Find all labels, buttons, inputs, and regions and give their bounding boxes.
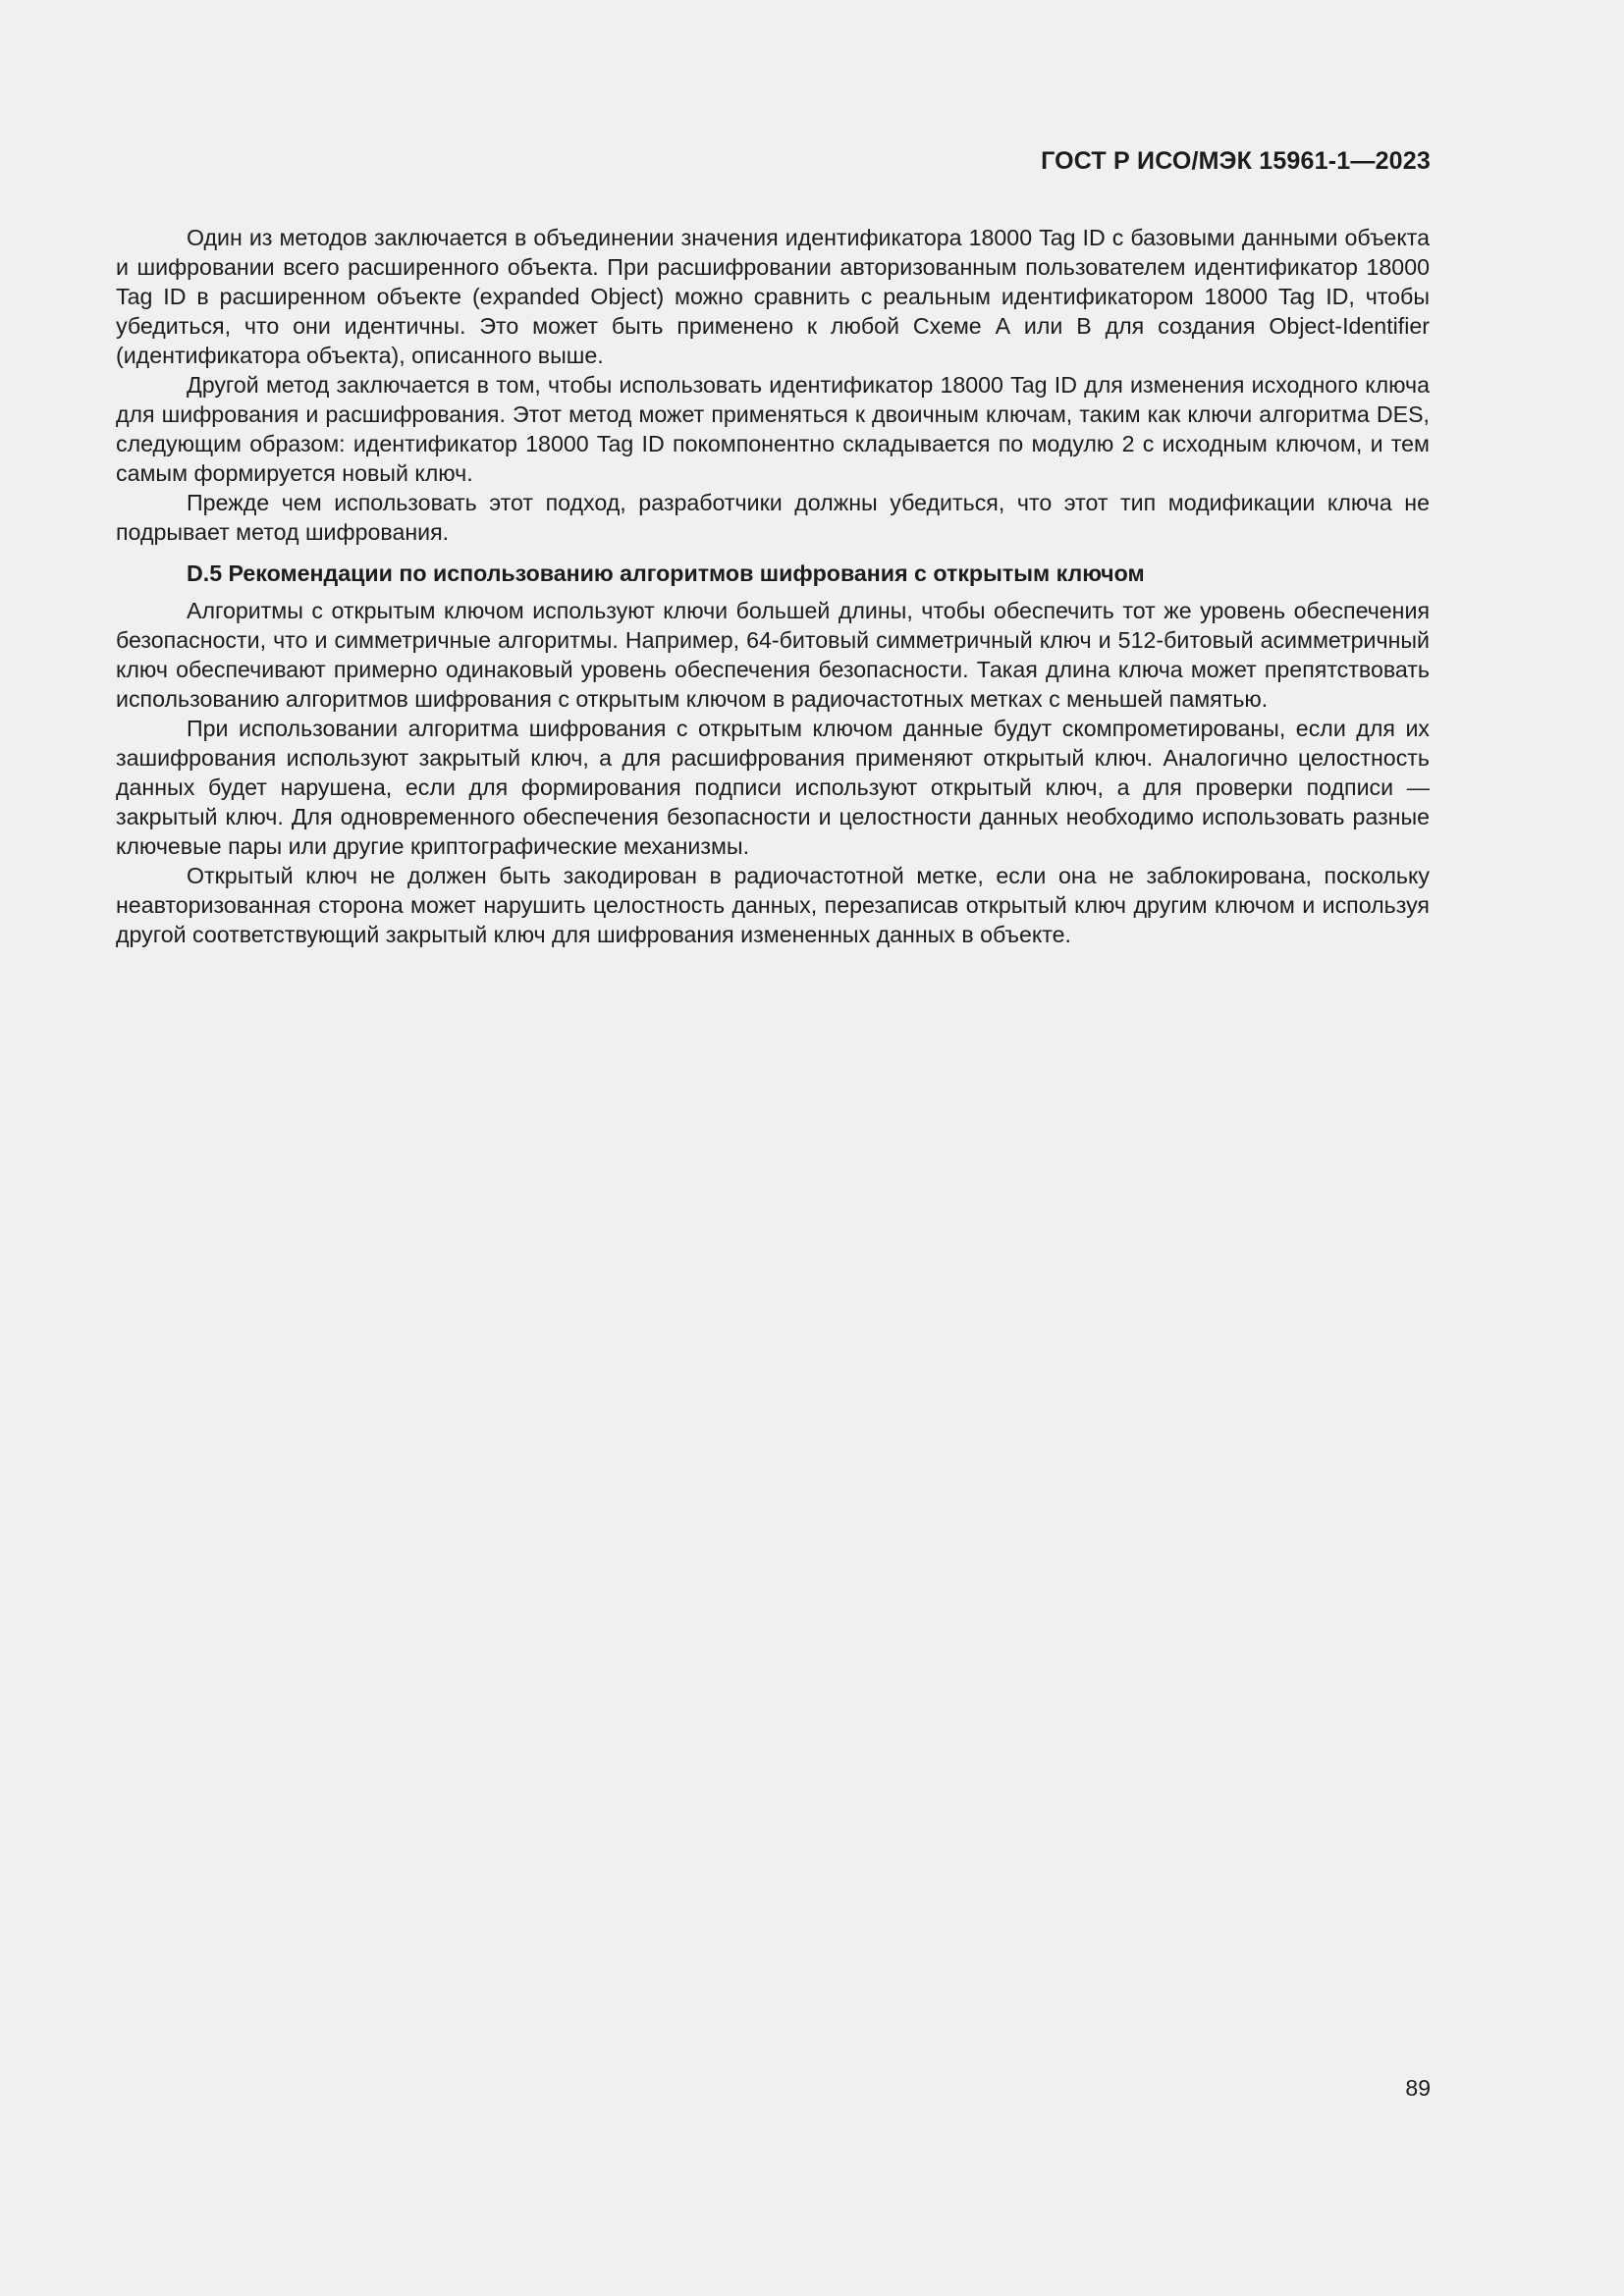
paragraph: При использовании алгоритма шифрования с открытым ключом данные будут скомпрометированы, если для их зашифрования используют закрытый ключ, а для расшифрования применяют открытый ключ. Аналогично целостность данных будет нарушена, если для формирования подписи используют открытый ключ, а для проверки подписи — закрытый ключ. Для одновременного обеспечения безопасности и целостности данных необходимо использовать разные ключевые пары или другие криптографические механизмы. — [116, 716, 1430, 859]
paragraph: Открытый ключ не должен быть закодирован в радиочастотной метке, если она не заблокирована, поскольку неавторизованная сторона может нарушить целостность данных, перезаписав открытый ключ другим ключом и используя другой соответствующий закрытый ключ для шифрования измененных данных в объекте. — [116, 863, 1430, 947]
page-number: 89 — [1405, 2075, 1431, 2101]
section-heading: D.5 Рекомендации по использованию алгоритмов шифрования с открытым ключом — [187, 561, 1145, 586]
paragraph: Один из методов заключается в объединении значения идентификатора 18000 Tag ID с базовыми данными объекта и шифровании всего расширенного объекта. При расшифровании авторизованным пользователем идентификатор 18000 Tag ID в расширенном объекте (expanded Object) можно сравнить с реальным идентификатором 18000 Tag ID, чтобы убедиться, что они идентичны. Это может быть применено к любой Схеме А или В для создания Object-Identifier (идентификатора объекта), описанного выше. — [116, 225, 1430, 368]
paragraph: Алгоритмы с открытым ключом используют ключи большей длины, чтобы обеспечить тот же уровень обеспечения безопасности, что и симметричные алгоритмы. Например, 64-битовый симметричный ключ и 512-битовый асимметричный ключ обеспечивают примерно одинаковый уровень обеспечения безопасности. Такая длина ключа может препятствовать использованию алгоритмов шифрования с открытым ключом в радиочастотных метках с меньшей памятью. — [116, 598, 1430, 712]
paragraph: Другой метод заключается в том, чтобы использовать идентификатор 18000 Tag ID для изменения исходного ключа для шифрования и расшифрования. Этот метод может применяться к двоичным ключам, таким как ключи алгоритма DES, следующим образом: идентификатор 18000 Tag ID покомпонентно складывается по модулю 2 с исходным ключом, и тем самым формируется новый ключ. — [116, 372, 1430, 486]
document-body — [116, 223, 1430, 949]
document-header: ГОСТ Р ИСО/МЭК 15961-1—2023 — [1041, 147, 1431, 175]
paragraph: Прежде чем использовать этот подход, разработчики должны убедиться, что этот тип модификации ключа не подрывает метод шифрования. — [116, 490, 1430, 545]
